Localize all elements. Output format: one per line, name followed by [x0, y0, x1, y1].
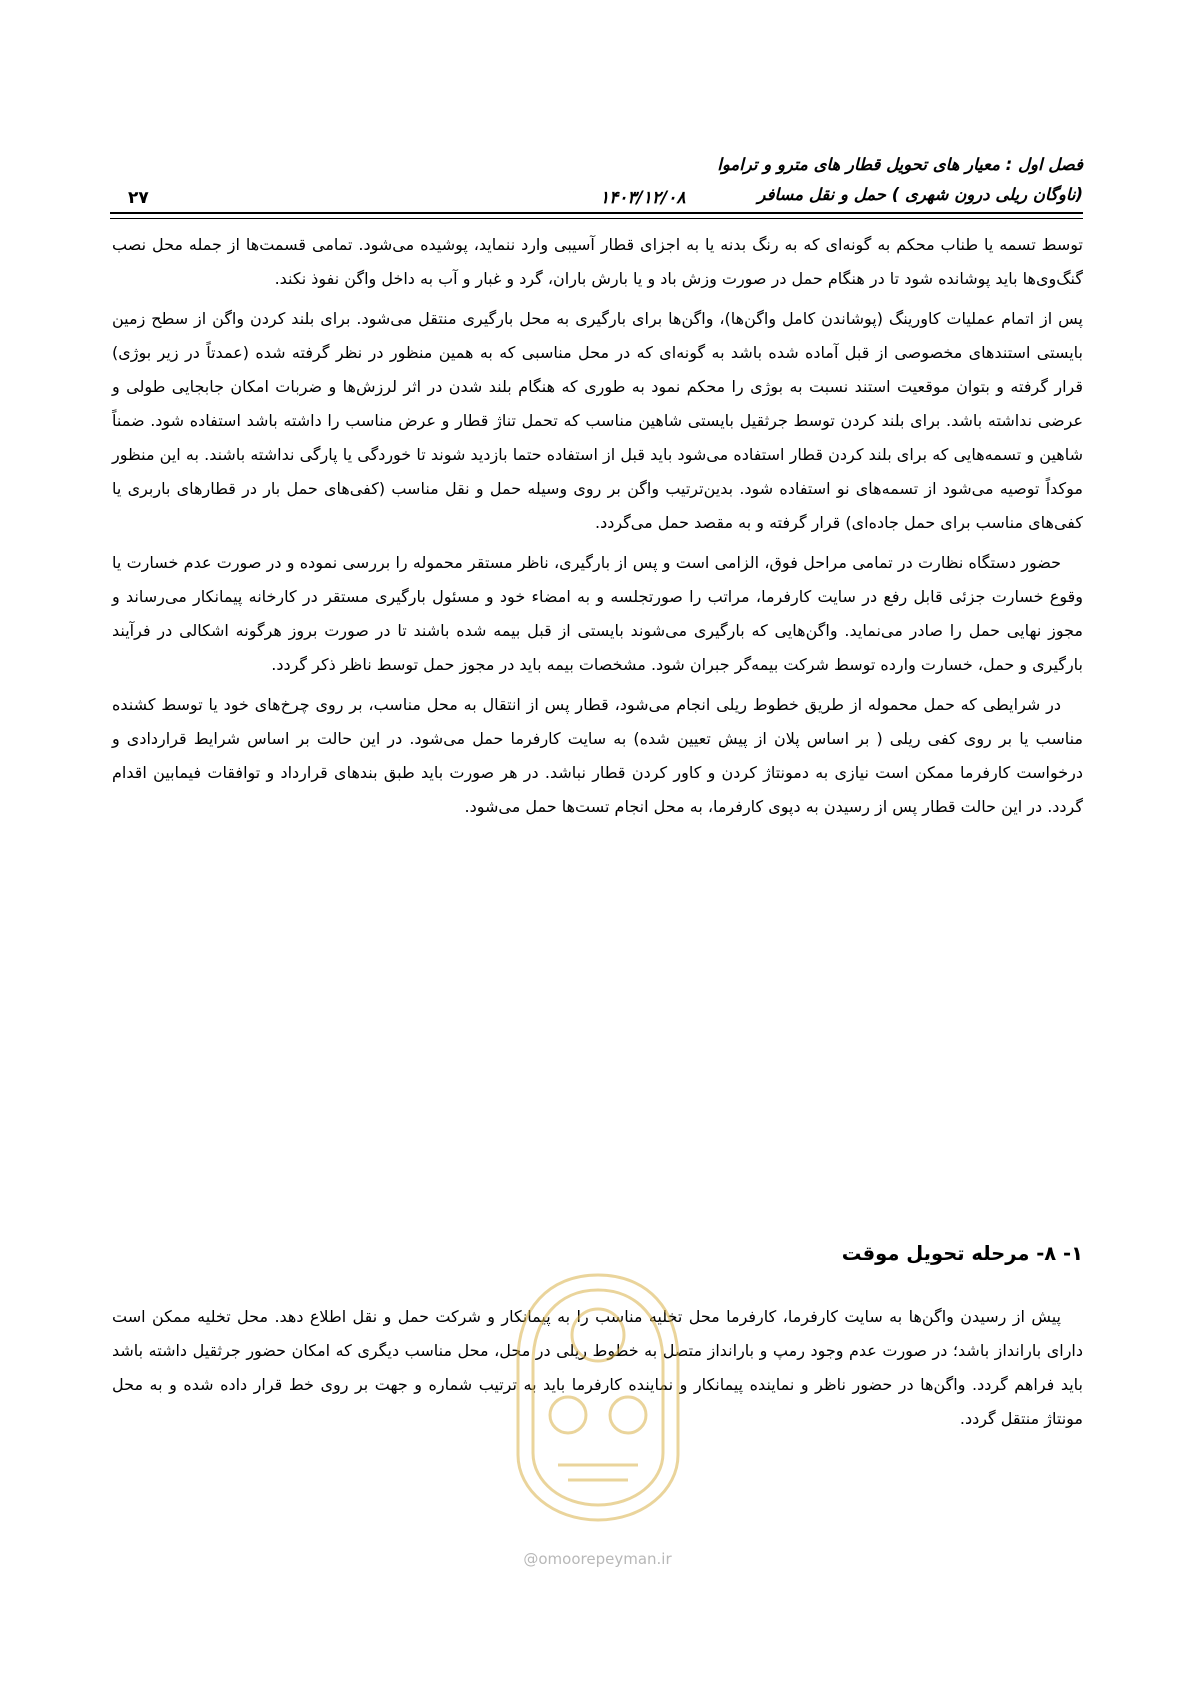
section-body	[112, 1300, 1083, 1436]
paragraph: حضور دستگاه نظارت در تمامی مراحل فوق، الزامی است و پس از بارگیری، ناظر مستقر محموله را بررسی نموده و در صورت عدم خسارت یا وقوع خسارت جزئی قابل رفع در سایت کارفرما، مراتب را صورتجلسه و به امضاء خود و مسئول بارگیری مستقر در کارخانه پیمانکار می‌رساند و مجوز نهایی حمل را صادر می‌نماید. واگن‌هایی که بارگیری می‌شوند بایستی از قبل بیمه شده باشند تا در صورت بروز هرگونه اشکالی در فرآیند بارگیری و حمل، خسارت وارده توسط شرکت بیمه‌گر جبران شود. مشخصات بیمه باید در مجوز حمل توسط ناظر ذکر گردد.	[112, 553, 1083, 674]
header-rule-thin	[110, 218, 1083, 219]
paragraph: در شرایطی که حمل محموله از طریق خطوط ریلی انجام می‌شود، قطار پس از انتقال به محل مناسب، بر روی چرخ‌های خود یا توسط کشنده مناسب یا بر روی کفی ریلی ( بر اساس پلان از پیش تعیین شده) به سایت کارفرما حمل می‌شود. در این حالت بر اساس شرایط قراردادی و درخواست کارفرما ممکن است نیازی به دمونتاژ کردن و کاور کردن قطار نباشد. در هر صورت باید طبق بندهای قرارداد و توافقات فیمابین اقدام گردد. در این حالت قطار پس از رسیدن به دپوی کارفرما، به محل انجام تست‌ها حمل می‌شود.	[112, 695, 1083, 816]
chapter-title-line1: فصل اول : معیار های تحویل قطار های مترو و تراموا	[717, 155, 1083, 174]
chapter-title	[717, 150, 1083, 210]
paragraph: پس از اتمام عملیات کاورینگ (پوشاندن کامل واگن‌ها)، واگن‌ها برای بارگیری به محل بارگیری منتقل می‌شود. برای بلند کردن واگن از سطح زمین بایستی استندهای مخصوصی از قبل آماده شده باشد به گونه‌ای که در محل مناسبی که به همین منظور در نظر گرفته شده (عمدتاً در زیر بوژی) قرار گرفته و بتوان موقعیت استند نسبت به بوژی را محکم نمود به طوری که هنگام بلند شدن در اثر لرزش‌ها و ضربات امکان جابجایی طولی و عرضی نداشته باشد. برای بلند کردن توسط جرثقیل بایستی شاهین مناسب که تحمل تناژ قطار و عرض مناسب را داشته باشد استفاده شود. ضمناً شاهین و تسمه‌هایی که برای بلند کردن قطار استفاده می‌شود باید قبل از استفاده حتما بازدید شوند تا خوردگی یا پارگی نداشته باشند. به این منظور موکداً توصیه می‌شود از تسمه‌های نو استفاده شود. بدین‌ترتیب واگن بر روی وسیله حمل و نقل مناسب (کفی‌های حمل بار در قطارهای باربری یا کفی‌های مناسب برای حمل جاده‌ای) قرار گرفته و به مقصد حمل می‌گردد.	[112, 309, 1083, 532]
chapter-title-line2: (ناوگان ریلی درون شهری ) حمل و نقل مسافر	[757, 185, 1083, 204]
page-number: ۲۷	[128, 188, 149, 208]
paragraph: پیش از رسیدن واگن‌ها به سایت کارفرما، کارفرما محل تخلیه مناسب را به پیمانکار و شرکت حمل و نقل اطلاع دهد. محل تخلیه ممکن است دارای بارانداز باشد؛ در صورت عدم وجود رمپ و بارانداز متصل به خطوط ریلی در محل، محل مناسب دیگری که امکان حضور جرثقیل داشته باشد باید فراهم گردد. واگن‌ها در حضور ناظر و نماینده پیمانکار و نماینده کارفرما باید به ترتیب شماره و جهت بر روی خط قرار داده شده و به محل مونتاژ منتقل گردد.	[112, 1307, 1083, 1428]
paragraph: توسط تسمه یا طناب محکم به گونه‌ای که به رنگ بدنه یا به اجزای قطار آسیبی وارد ننماید، پوشیده می‌شود. تمامی قسمت‌ها از جمله محل نصب گنگ‌وی‌ها باید پوشانده شود تا در هنگام حمل در صورت وزش باد و یا بارش باران، گرد و غبار و آب به داخل واگن نفوذ نکند.	[112, 235, 1083, 288]
header-date: ۱۴۰۳/۱۲/۰۸	[600, 188, 686, 208]
body-text	[112, 228, 1083, 830]
header-rule-thick	[110, 212, 1083, 214]
watermark-url: @omoorepeyman.ir	[523, 1550, 672, 1568]
section-heading: ۱- ۸- مرحله تحویل موقت	[841, 1242, 1083, 1265]
